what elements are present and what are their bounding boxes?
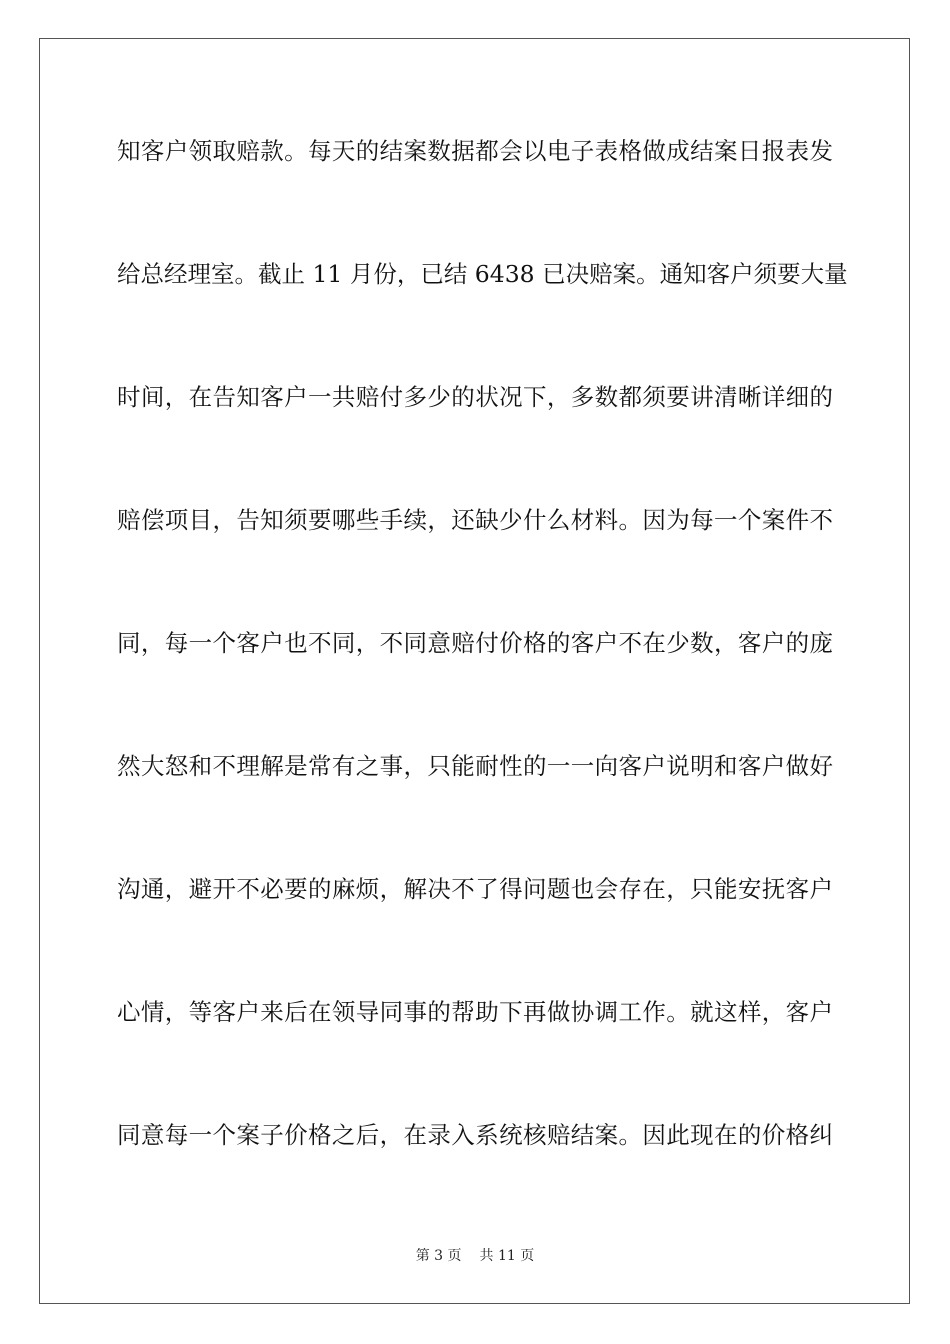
- paragraph-line-6: 然大怒和不理解是常有之事，只能耐性的一一向客户说明和客户做好: [117, 752, 833, 780]
- paragraph-line-7: 沟通，避开不必要的麻烦，解决不了得问题也会存在，只能安抚客户: [117, 875, 833, 903]
- page-total: 共 11 页: [479, 1248, 535, 1264]
- paragraph-line-5: 同，每一个客户也不同，不同意赔付价格的客户不在少数，客户的庞: [117, 629, 833, 657]
- page-footer: [0, 1246, 950, 1266]
- paragraph-line-8: 心情，等客户来后在领导同事的帮助下再做协调工作。就这样，客户: [117, 998, 833, 1026]
- page-number: 第 3 页: [415, 1248, 462, 1264]
- paragraph-line-1: 知客户领取赔款。每天的结案数据都会以电子表格做成结案日报表发: [117, 137, 833, 165]
- paragraph-line-2: 给总经理室。截止 11 月份，已结 6438 已决赔案。通知客户须要大量: [117, 260, 848, 288]
- page-border: [39, 38, 910, 1304]
- paragraph-line-4: 赔偿项目，告知须要哪些手续，还缺少什么材料。因为每一个案件不: [117, 506, 833, 534]
- paragraph-line-3: 时间，在告知客户一共赔付多少的状况下，多数都须要讲清晰详细的: [117, 383, 833, 411]
- paragraph-line-9: 同意每一个案子价格之后，在录入系统核赔结案。因此现在的价格纠: [117, 1121, 833, 1149]
